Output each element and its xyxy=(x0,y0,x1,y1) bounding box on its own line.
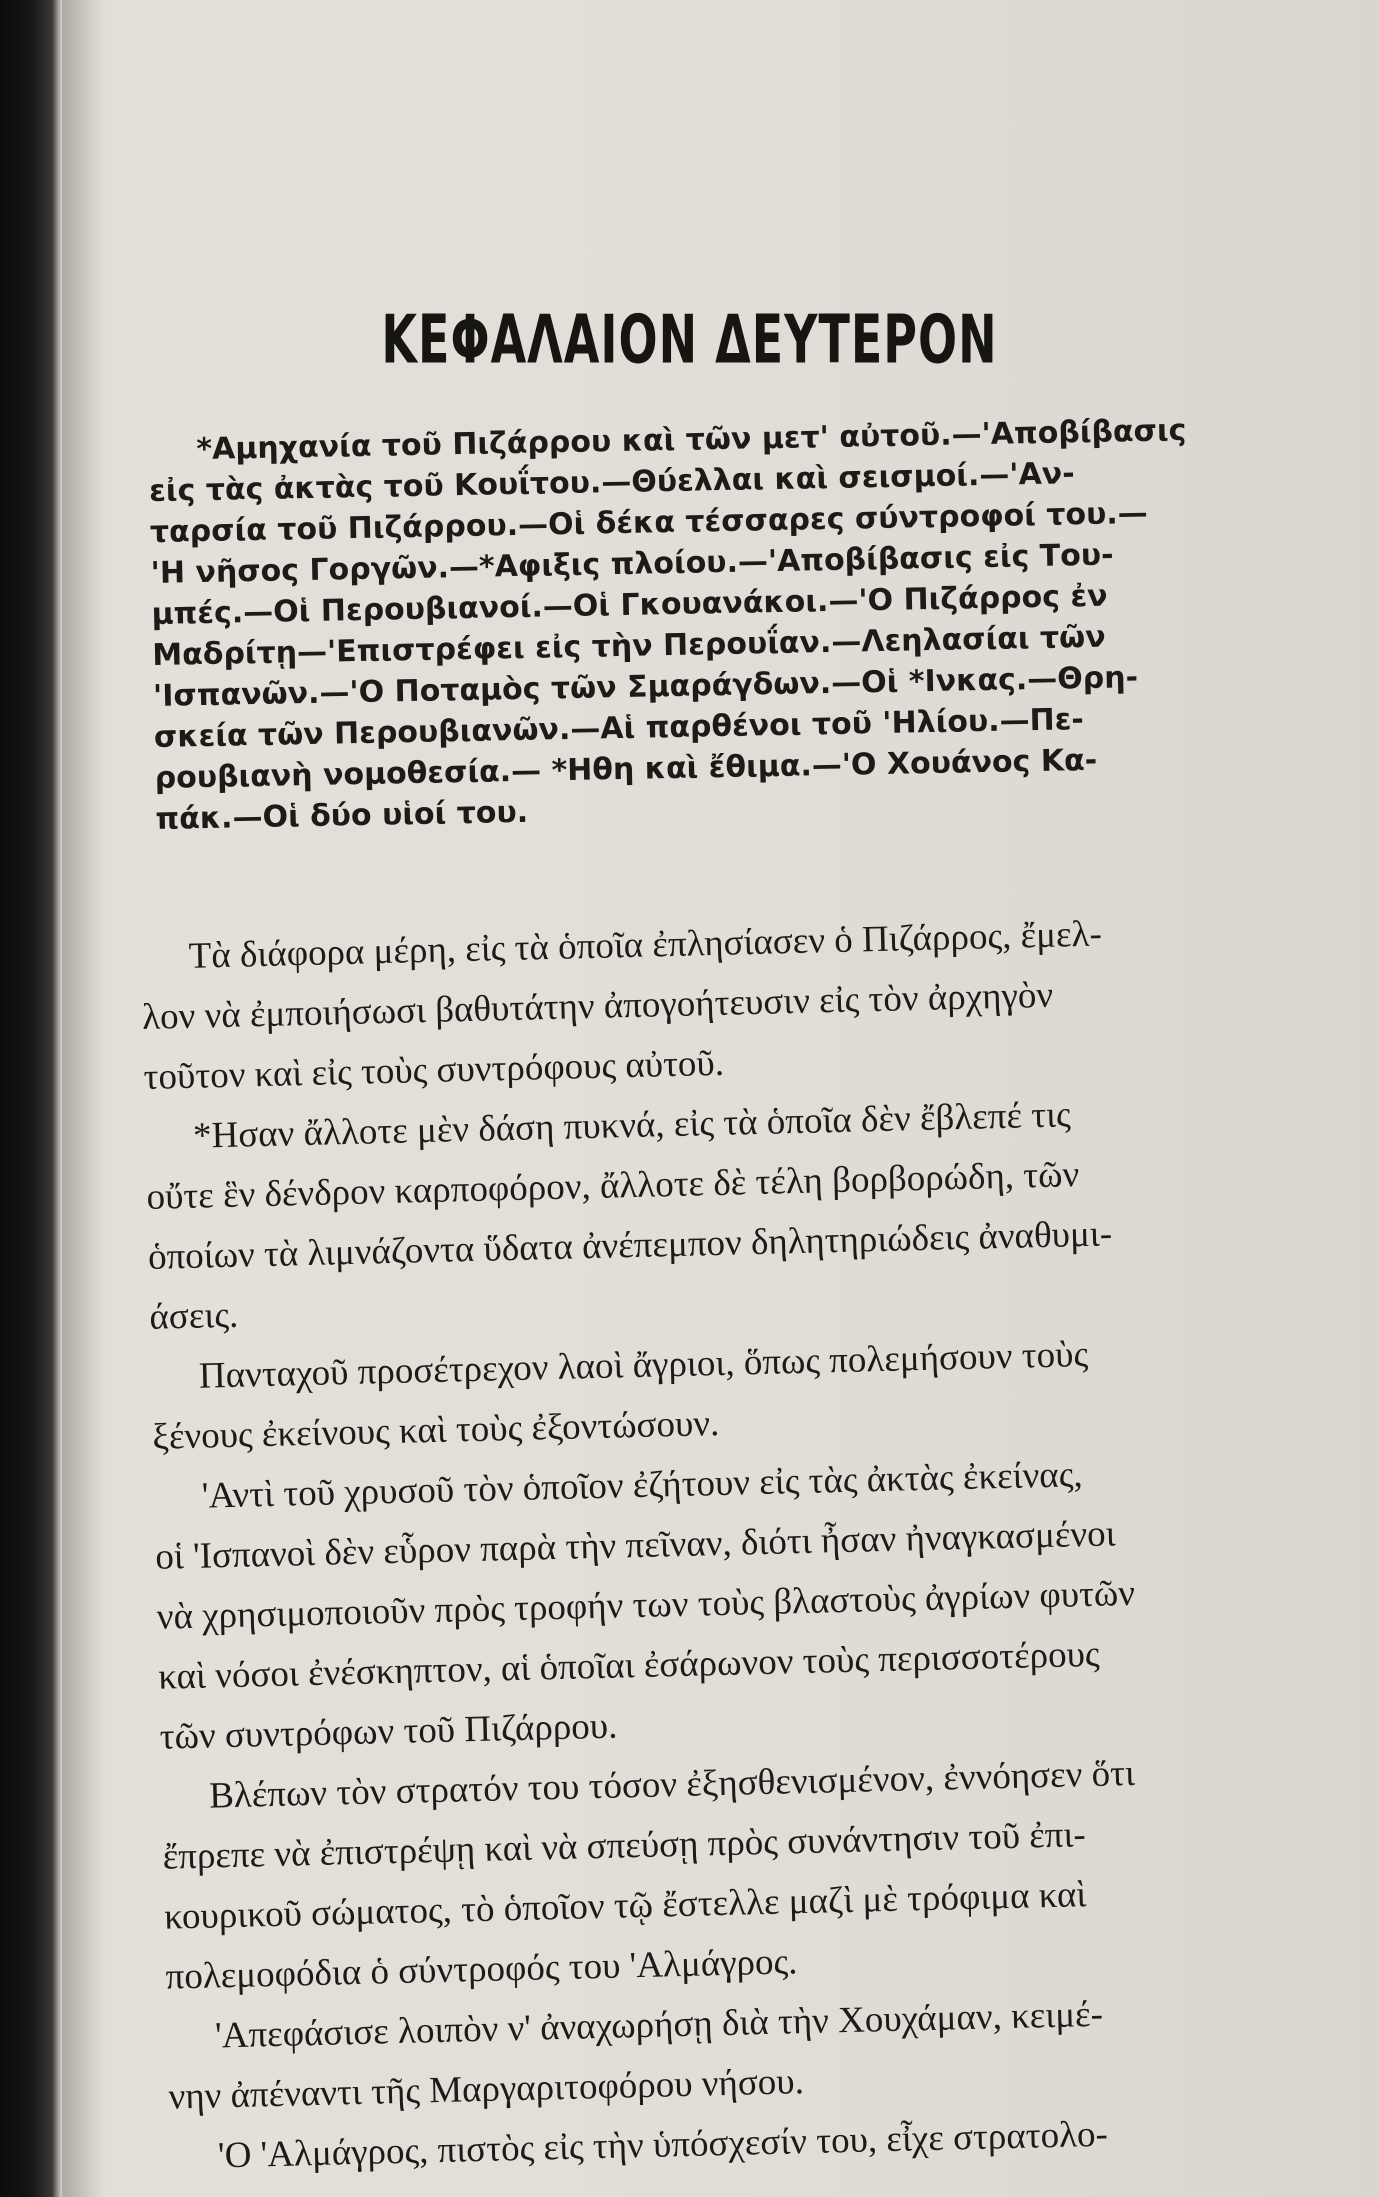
paragraph-line: κουρικοῦ σώματος, τὸ ὁποῖον τῷ ἔστελλε μαζὶ μὲ τρόφιμα καὶ xyxy=(163,1874,1087,1938)
paragraph-line: τοῦτον καὶ εἰς τοὺς συντρόφους αὐτοῦ. xyxy=(143,1042,725,1098)
paragraph-line: ὁποίων τὰ λιμνάζοντα ὕδατα ἀνέπεμπον δηλητηριώδεις ἀναθυμι- xyxy=(147,1213,1113,1278)
paragraph-line: Πανταχοῦ προσέτρεχον λαοὶ ἄγριοι, ὅπως πολεμήσουν τοὺς xyxy=(198,1333,1089,1397)
paragraph-line: νὰ χρησιμοποιοῦν πρὸς τροφήν των τοὺς βλαστοὺς ἀγρίων φυτῶν xyxy=(156,1572,1136,1638)
summary-line: πάκ.—Οἱ δύο υἱοί του. xyxy=(155,794,529,837)
paragraph-line: ἔπρεπε νὰ ἐπιστρέψῃ καὶ νὰ σπεύσῃ πρὸς συνάντησιν τοῦ ἐπι- xyxy=(162,1814,1087,1878)
paragraph-line: ξένους ἐκείνους καὶ τοὺς ἐξοντώσουν. xyxy=(151,1403,720,1458)
summary-line: 'Η νῆσος Γοργῶν.—*Αφιξις πλοίου.—'Αποβίβασις εἰς Του- xyxy=(150,537,1114,591)
paragraph-line: νην ἀπέναντι τῆς Μαργαριτοφόρου νήσου. xyxy=(168,2061,805,2118)
paragraph-line: Τὰ διάφορα μέρη, εἰς τὰ ὁποῖα ἐπλησίασεν ὁ Πιζάρρος, ἔμελ- xyxy=(188,913,1103,977)
summary-line: σκεία τῶν Περουβιανῶν.—Αἱ παρθένοι τοῦ 'Ηλίου.—Πε- xyxy=(153,702,1085,755)
summary-line: ρουβιανὴ νομοθεσία.— *Ηθη καὶ ἔθιμα.—'Ο Χουάνος Κα- xyxy=(154,742,1098,796)
summary-line: ταρσία τοῦ Πιζάρρου.—Οἱ δέκα τέσσαρες σύντροφοί του.— xyxy=(149,495,1149,550)
summary-line: εἰς τὰς ἀκτὰς τοῦ Κουΐτου.—Θύελλαι καὶ σεισμοί.—'Αν- xyxy=(148,456,1075,509)
paragraph-line: 'Ο 'Αλμάγρος, πιστὸς εἰς τὴν ὑπόσχεσίν του, εἶχε στρατολο- xyxy=(217,2113,1109,2177)
summary-line: Μαδρίτῃ—'Επιστρέφει εἰς τὴν Περουΐαν.—Λεηλασίαι τῶν xyxy=(151,619,1106,673)
paragraph-line: τῶν συντρόφων τοῦ Πιζάρρου. xyxy=(159,1705,618,1758)
paragraph-line: Βλέπων τὸν στρατόν του τόσον ἐξησθενισμένον, ἐννόησεν ὅτι xyxy=(208,1752,1136,1817)
chapter-title: ΚΕΦΑΛΑΙΟΝ ΔΕΥΤΕΡΟΝ xyxy=(381,300,998,379)
paragraph-line: οὔτε ἓν δένδρον καρποφόρον, ἄλλοτε δὲ τέλη βορβορώδη, τῶν xyxy=(146,1154,1080,1218)
paragraph-line: 'Αντὶ τοῦ χρυσοῦ τὸν ὁποῖον ἐζήτουν εἰς τὰς ἀκτὰς ἐκείνας, xyxy=(201,1454,1084,1517)
paragraph-line: πολεμοφόδια ὁ σύντροφός του 'Αλμάγρος. xyxy=(165,1941,798,1998)
paragraph-line: άσεις. xyxy=(149,1294,239,1338)
summary-line: *Αμηχανία τοῦ Πιζάρρου καὶ τῶν μετ' αὐτοῦ.—'Αποβίβασις xyxy=(196,413,1187,468)
body-text xyxy=(140,900,1320,2188)
paragraph-line: λον νὰ ἐμποιήσωσι βαθυτάτην ἀπογοήτευσιν εἰς τὸν ἀρχηγὸν xyxy=(141,974,1054,1038)
chapter-summary xyxy=(148,408,1286,840)
paragraph-line: 'Απεφάσισε λοιπὸν ν' ἀναχωρήσῃ διὰ τὴν Χουχάμαν, κειμέ- xyxy=(214,1993,1104,2057)
paragraph-line: καὶ νόσοι ἐνέσκηπτον, αἱ ὁποῖαι ἐσάρωνον τοὺς περισσοτέρους xyxy=(157,1633,1101,1698)
paragraph-line: *Ησαν ἄλλοτε μὲν δάση πυκνά, εἰς τὰ ὁποῖα δὲν ἔβλεπέ τις xyxy=(192,1094,1072,1157)
summary-line: μπές.—Οἱ Περουβιανοί.—Οἱ Γκουανάκοι.—'Ο Πιζάρρος ἐν xyxy=(151,578,1108,632)
summary-line: 'Ισπανῶν.—'Ο Ποταμὸς τῶν Σμαράγδων.—Οἱ *Ινκας.—Θρη- xyxy=(152,660,1139,714)
paragraph-line: οἱ 'Ισπανοὶ δὲν εὗρον παρὰ τὴν πεῖναν, διότι ἦσαν ἠναγκασμένοι xyxy=(154,1513,1117,1578)
